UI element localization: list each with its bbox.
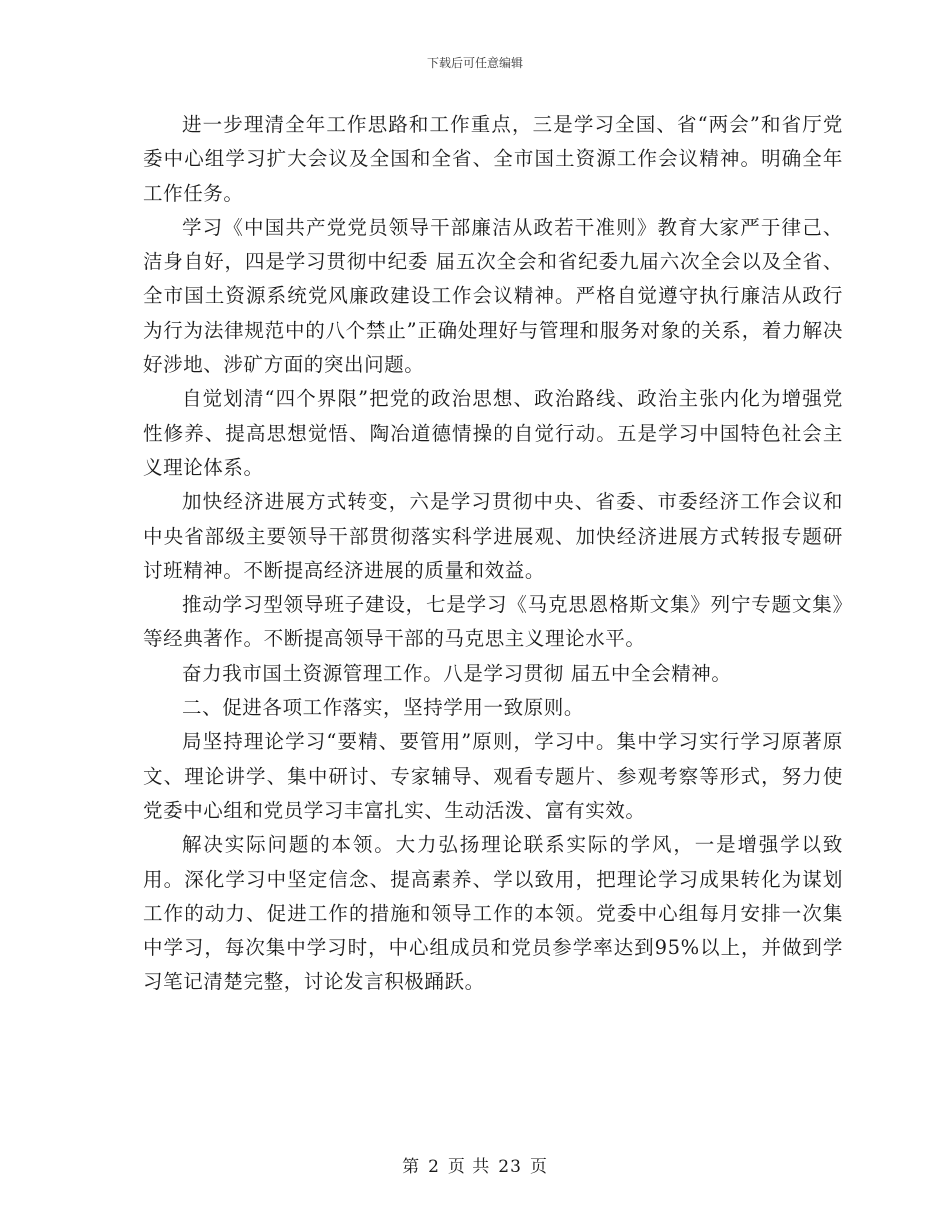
footer-suffix: 页 xyxy=(529,1157,548,1177)
footer-middle: 页 共 xyxy=(447,1157,491,1177)
document-body xyxy=(143,108,843,1000)
page-header xyxy=(0,54,950,71)
total-page-count: 23 xyxy=(498,1157,522,1177)
section-heading: 二、促进各项工作落实，坚持学用一致原则。 xyxy=(182,696,585,720)
paragraph: 奋力我市国土资源管理工作。八是学习贯彻 届五中全会精神。 xyxy=(182,661,732,685)
header-note: 下载后可任意编辑 xyxy=(426,56,523,70)
paragraph: 局坚持理论学习“要精、要管用”原则，学习中。集中学习实行学习原著原文、理论讲学、集中研讨、专家辅导、观看专题片、参观考察等形式，努力使党委中心组和党员学习丰富扎实、生动活泼、富有实效。 xyxy=(143,730,843,822)
paragraph: 学习《中国共产党党员领导干部廉洁从政若干准则》教育大家严于律己、洁身自好，四是学习贯彻中纪委 届五次全会和省纪委九届六次全会以及全省、全市国土资源系统党风廉政建设工作会议精神。严格自觉遵守执行廉洁从政行为行为法律规范中的八个禁止”正确处理好与管理和服务对象的关系，着力解决好涉地、涉矿方面的突出问题。 xyxy=(143,215,843,377)
current-page-number: 2 xyxy=(428,1157,440,1177)
paragraph: 解决实际问题的本领。大力弘扬理论联系实际的学风，一是增强学以致用。深化学习中坚定信念、提高素养、学以致用，把理论学习成果转化为谋划工作的动力、促进工作的措施和领导工作的本领。党委中心组每月安排一次集中学习，每次集中学习时，中心组成员和党员参学率达到95%以上，并做到学习笔记清楚完整，讨论发言积极踊跃。 xyxy=(143,833,843,994)
paragraph: 推动学习型领导班子建设，七是学习《马克思恩格斯文集》列宁专题文集》等经典著作。不断提高领导干部的马克思主义理论水平。 xyxy=(143,593,843,651)
footer-prefix: 第 xyxy=(402,1157,421,1177)
paragraph: 自觉划清“四个界限”把党的政治思想、政治路线、政治主张内化为增强党性修养、提高思想觉悟、陶冶道德情操的自觉行动。五是学习中国特色社会主义理论体系。 xyxy=(143,387,843,479)
paragraph: 进一步理清全年工作思路和工作重点，三是学习全国、省“两会”和省厅党委中心组学习扩大会议及全国和全省、全市国土资源工作会议精神。明确全年工作任务。 xyxy=(143,113,843,205)
page-footer xyxy=(0,1152,950,1177)
paragraph: 加快经济进展方式转变，六是学习贯彻中央、省委、市委经济工作会议和中央省部级主要领导干部贯彻落实科学进展观、加快经济进展方式转报专题研讨班精神。不断提高经济进展的质量和效益。 xyxy=(143,490,843,582)
